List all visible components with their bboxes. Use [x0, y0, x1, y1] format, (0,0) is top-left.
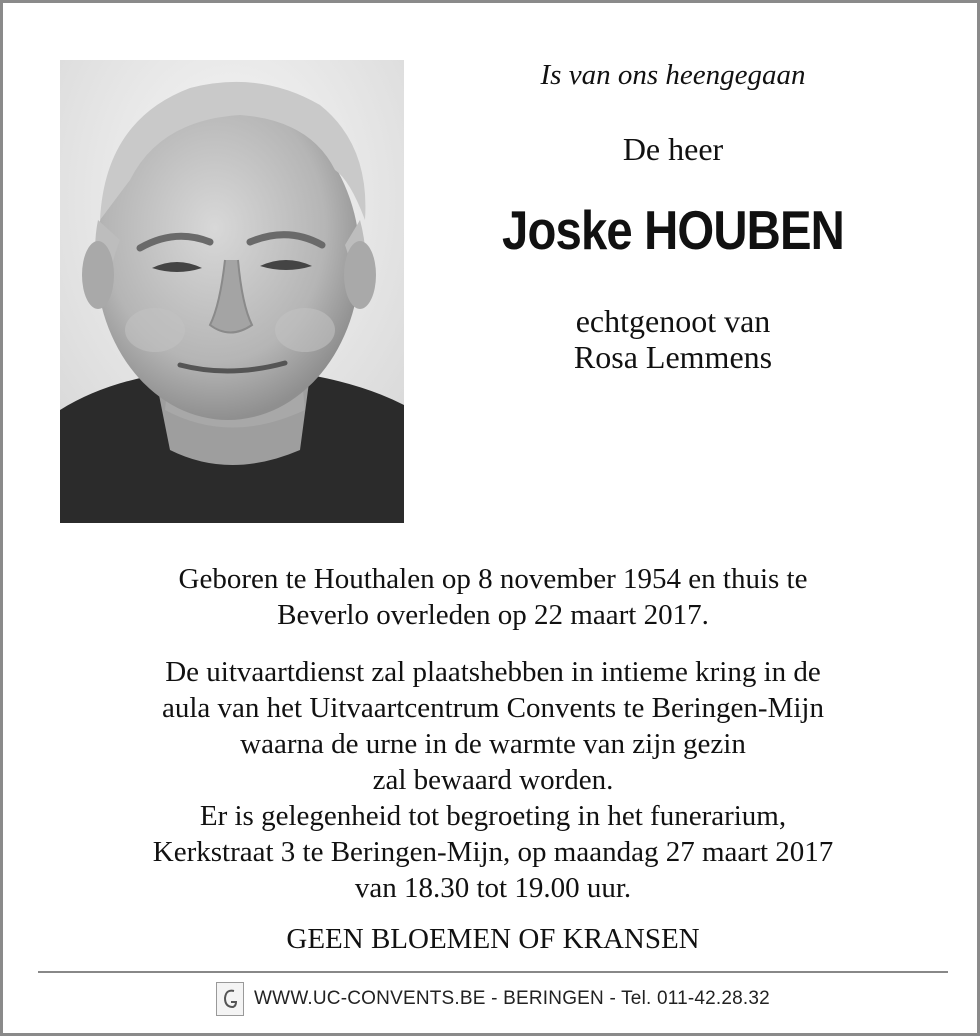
footer: [3, 981, 980, 1017]
birth-death-paragraph: [43, 561, 943, 633]
footer-contact: WWW.UC-CONVENTS.BE - BERINGEN - Tel. 011-42.28.32: [254, 988, 770, 1009]
text-line: De uitvaartdienst zal plaatshebben in intieme kring in de: [165, 656, 821, 688]
text-line: waarna de urne in de warmte van zijn gezin: [240, 728, 746, 760]
text-line: zal bewaard worden.: [372, 764, 614, 796]
spouse-line-1: echtgenoot van: [575, 303, 771, 339]
funeral-home-logo-icon: [216, 982, 244, 1016]
text-line: Geboren te Houthalen op 8 november 1954 en thuis te: [178, 563, 808, 595]
text-line: Er is gelegenheid tot begroeting in het funerarium,: [199, 800, 787, 832]
text-line: van 18.30 tot 19.00 uur.: [354, 872, 632, 904]
portrait-photo: [60, 60, 404, 523]
intro-text: Is van ons heengegaan: [540, 59, 806, 91]
text-line: Kerkstraat 3 te Beringen-Mijn, op maandag 27 maart 2017: [152, 836, 834, 868]
no-flowers-notice: GEEN BLOEMEN OF KRANSEN: [286, 923, 700, 955]
text-line: aula van het Uitvaartcentrum Convents te Beringen-Mijn: [162, 692, 824, 724]
honorific: De heer: [622, 131, 724, 167]
deceased-name: Joske HOUBEN: [502, 199, 844, 261]
spouse-line-2: Rosa Lemmens: [573, 339, 773, 375]
spouse-info: [473, 303, 873, 375]
text-line: Beverlo overleden op 22 maart 2017.: [277, 599, 709, 631]
service-paragraph: [43, 654, 943, 906]
footer-divider: [38, 971, 948, 973]
